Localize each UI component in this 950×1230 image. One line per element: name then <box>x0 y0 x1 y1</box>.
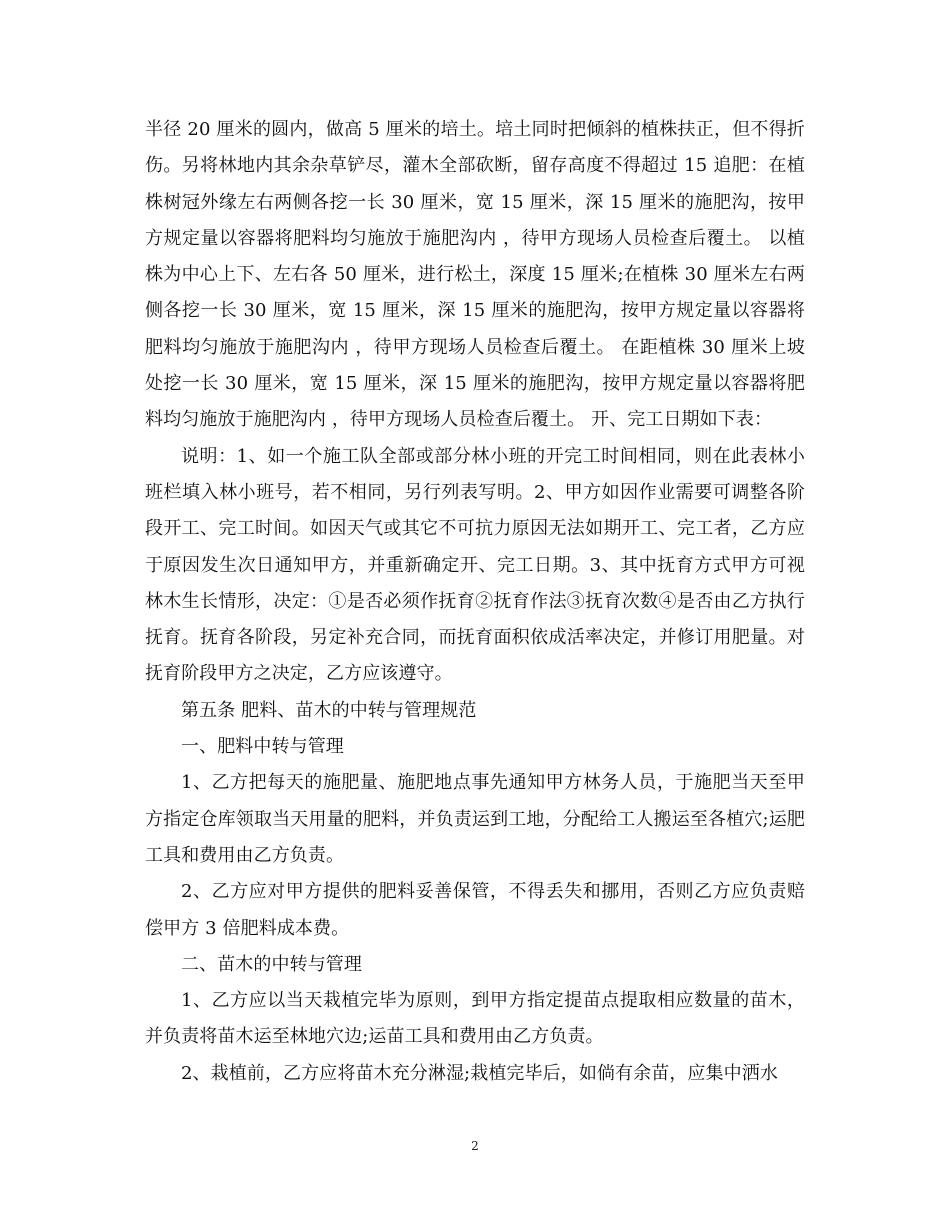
paragraph-seedling-item-1: 1、乙方应以当天栽植完毕为原则，到甲方指定提苗点提取相应数量的苗木，并负责将苗木运至林地穴边;运苗工具和费用由乙方负责。 <box>145 990 805 1048</box>
subheading-fertilizer-management: 一、肥料中转与管理 <box>181 736 344 758</box>
document-body <box>145 112 805 1092</box>
paragraph-seedling-item-2: 2、栽植前，乙方应将苗木充分淋湿;栽植完毕后，如倘有余苗，应集中洒水 <box>181 1062 778 1084</box>
paragraph-notes: 说明：1、如一个施工队全部或部分林小班的开完工时间相同，则在此表林小班栏填入林小班号，若不相同，另行列表写明。2、甲方如因作业需要可调整各阶段开工、完工时间。如因天气或其它不可抗力原因无法如期开工、完工者，乙方应于原因发生次日通知甲方，并重新确定开、完工日期。3、其中抚育方式甲方可视林木生长情形，决定：①是否必须作抚育②抚育作法③抚育次数④是否由乙方执行抚育。抚育各阶段，另定补充合同，而抚育面积依成活率决定，并修订用肥量。对抚育阶段甲方之决定，乙方应该遵守。 <box>145 445 805 685</box>
paragraph-fertilizer-item-1: 1、乙方把每天的施肥量、施肥地点事先通知甲方林务人员，于施肥当天至甲方指定仓库领取当天用量的肥料，并负责运到工地，分配给工人搬运至各植穴;运肥工具和费用由乙方负责。 <box>145 772 805 866</box>
paragraph-cultivation-fertilizing: 半径 20 厘米的圆内，做高 5 厘米的培土。培土同时把倾斜的植株扶正，但不得折伤。另将林地内其余杂草铲尽，灌木全部砍断，留存高度不得超过 15 追肥：在植株树冠外缘左右两侧各挖一长 30 厘米，宽 15 厘米，深 15 厘米的施肥沟，按甲方规定量以容器将肥料均匀施放于施肥沟内 ，待甲方现场人员检查后覆土。 以植株为中心上下、左右各 50 厘米，进行松土，深度 15 厘米;在植株 30 厘米左右两侧各挖一长 30 厘米，宽 15 厘米，深 15 厘米的施肥沟，按甲方规定量以容器将肥料均匀施放于施肥沟内 ，待甲方现场人员检查后覆土。 在距植株 30 厘米上坡处挖一长 30 厘米，宽 15 厘米，深 15 厘米的施肥沟，按甲方规定量以容器将肥料均匀施放于施肥沟内 ，待甲方现场人员检查后覆土。 开、完工日期如下表： <box>145 119 805 431</box>
section-heading-article-5: 第五条 肥料、苗木的中转与管理规范 <box>181 699 477 721</box>
subheading-seedling-management: 二、苗木的中转与管理 <box>181 953 362 975</box>
page-number: 2 <box>471 1139 479 1153</box>
paragraph-fertilizer-item-2: 2、乙方应对甲方提供的肥料妥善保管，不得丢失和挪用，否则乙方应负责赔偿甲方 3 倍肥料成本费。 <box>145 881 805 939</box>
